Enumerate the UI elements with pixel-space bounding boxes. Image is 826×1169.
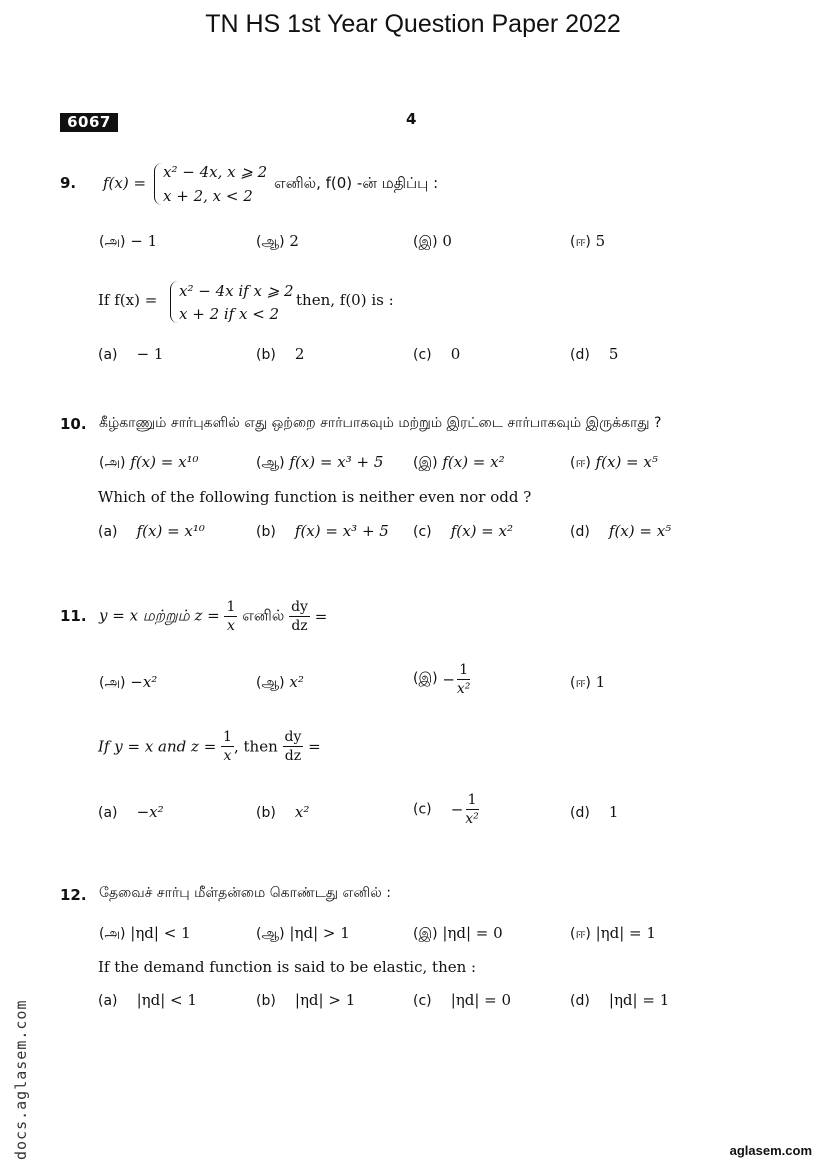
option-value: f(x) = x² — [442, 453, 505, 471]
page-title: TN HS 1st Year Question Paper 2022 — [205, 10, 621, 38]
fraction-denominator: x² — [456, 681, 471, 697]
option-label: (ஆ) — [256, 455, 285, 471]
q9-tamil-lhs: f(x) = — [103, 174, 147, 192]
option-value: f(x) = x¹⁰ — [130, 453, 199, 471]
q12-tamil-option-1 — [99, 924, 191, 944]
q9-english-lhs: If f(x) = — [98, 291, 158, 309]
q11-english-option-b — [256, 803, 309, 821]
q11-english-fraction — [221, 728, 234, 765]
q9-tamil-option-1 — [99, 232, 157, 252]
option-label: (a) — [98, 524, 118, 540]
q12-english-option-d — [570, 991, 669, 1009]
option-value: 5 — [595, 232, 606, 250]
q9-english-case-2: x + 2 if x < 2 — [179, 305, 280, 323]
q9-english-brace — [170, 281, 178, 323]
option-label: (அ) — [99, 455, 126, 471]
q11-tamil-derivative — [289, 598, 310, 635]
question-number-11: 11. — [60, 607, 87, 625]
q12-english-option-c — [413, 991, 511, 1009]
q10-tamil-option-1 — [99, 453, 199, 473]
q12-english-option-b — [256, 991, 355, 1009]
q9-english-rhs: then, f(0) is : — [296, 291, 394, 309]
q9-english-option-a — [98, 345, 163, 363]
option-fraction — [455, 661, 473, 698]
option-label: (b) — [256, 993, 276, 1009]
q9-tamil-case-1: x² − 4x, x ⩾ 2 — [163, 163, 268, 181]
option-label: (d) — [570, 524, 590, 540]
option-label: (ஈ) — [570, 455, 591, 471]
option-value: 5 — [608, 345, 619, 363]
page-number: 4 — [406, 110, 417, 128]
option-value: 2 — [294, 345, 305, 363]
q12-tamil-option-4 — [570, 924, 656, 944]
option-fraction — [463, 791, 481, 828]
option-value: |ηd| = 0 — [442, 924, 503, 942]
q11-tamil-fraction — [224, 598, 237, 635]
q11-english-option-a — [98, 803, 164, 821]
q10-english-option-c — [413, 522, 513, 540]
option-label: (ஈ) — [570, 926, 591, 942]
option-label: (அ) — [99, 234, 126, 250]
option-label: (இ) — [413, 234, 438, 250]
derivative-denominator: dz — [291, 618, 308, 634]
option-label: (c) — [413, 524, 432, 540]
q10-tamil-text: கீழ்காணும் சார்புகளில் எது ஒற்றை சார்பாகவும் மற்றும் இரட்டை சார்பாகவும் இருக்காது ? — [99, 415, 662, 431]
option-label: (இ) — [413, 670, 438, 687]
q11-tamil-part-b: எனில் — [242, 606, 285, 625]
derivative-numerator: dy — [291, 599, 308, 615]
option-label: (ஆ) — [256, 234, 285, 250]
q12-english-text: If the demand function is said to be elastic, then : — [98, 958, 477, 976]
option-label: (ஆ) — [256, 926, 285, 942]
option-label: (ஈ) — [570, 234, 591, 250]
q12-english-option-a — [98, 991, 197, 1009]
fraction-denominator: x² — [465, 811, 479, 827]
fraction-numerator: 1 — [459, 662, 469, 678]
option-value: 0 — [450, 345, 461, 363]
q10-english-text: Which of the following function is neither even nor odd ? — [98, 488, 532, 506]
q11-tamil-part-a: y = x மற்றும் z = — [99, 606, 220, 625]
option-value: 0 — [442, 232, 452, 250]
option-value: x² — [294, 803, 310, 821]
option-value: − 1 — [130, 232, 158, 250]
q9-tamil-brace — [154, 163, 162, 205]
option-value: x² — [289, 673, 304, 691]
paper-code-badge: 6067 — [60, 113, 118, 132]
q9-english-case-1: x² − 4x if x ⩾ 2 — [179, 282, 294, 300]
question-number-12: 12. — [60, 886, 87, 904]
q10-english-option-b — [256, 522, 389, 540]
option-value: f(x) = x¹⁰ — [136, 522, 205, 540]
q11-tamil-option-4 — [570, 673, 605, 693]
option-value: 2 — [289, 232, 299, 250]
option-label: (b) — [256, 347, 276, 363]
q11-english-derivative — [283, 728, 304, 765]
option-value: 1 — [595, 673, 606, 691]
option-value: |ηd| = 0 — [450, 991, 512, 1009]
derivative-denominator: dz — [284, 748, 302, 764]
option-value: − 1 — [136, 345, 164, 363]
question-number-10: 10. — [60, 415, 87, 433]
q9-tamil-option-4 — [570, 232, 605, 252]
side-watermark: docs.aglasem.com — [12, 999, 30, 1160]
fraction-numerator: 1 — [226, 599, 236, 615]
fraction-denominator: x — [223, 748, 232, 764]
q11-tamil-option-3 — [413, 661, 472, 698]
option-label: (இ) — [413, 455, 438, 471]
option-value: |ηd| = 1 — [595, 924, 656, 942]
option-value: |ηd| > 1 — [289, 924, 350, 942]
equals-sign: = — [314, 607, 328, 626]
q11-english-part-b: , then — [233, 737, 278, 756]
option-label: (d) — [570, 993, 590, 1009]
q11-tamil-stem — [99, 598, 327, 635]
option-label: (c) — [413, 801, 432, 818]
option-label: (d) — [570, 347, 590, 363]
option-label: (அ) — [99, 926, 126, 942]
q10-tamil-option-2 — [256, 453, 383, 473]
q11-english-part-a: If y = x and z = — [98, 737, 217, 756]
q10-tamil-option-4 — [570, 453, 658, 473]
q11-english-option-c — [413, 791, 481, 828]
equals-sign: = — [308, 737, 321, 756]
option-label: (அ) — [99, 675, 126, 691]
q12-tamil-text: தேவைச் சார்பு மீள்தன்மை கொண்டது எனில் : — [99, 885, 391, 901]
derivative-numerator: dy — [284, 729, 302, 745]
footer-site-link[interactable]: aglasem.com — [729, 1143, 812, 1158]
option-label: (ஆ) — [256, 675, 285, 691]
option-value: − — [450, 800, 464, 819]
option-value: − — [442, 670, 455, 689]
q9-english-option-d — [570, 345, 618, 363]
question-number-9: 9. — [60, 174, 77, 192]
q12-tamil-option-2 — [256, 924, 350, 944]
q10-tamil-option-3 — [413, 453, 505, 473]
option-value: |ηd| < 1 — [130, 924, 191, 942]
option-value: |ηd| < 1 — [136, 991, 197, 1009]
option-value: f(x) = x⁵ — [608, 522, 672, 540]
fraction-numerator: 1 — [223, 729, 232, 745]
option-label: (b) — [256, 805, 276, 821]
option-label: (a) — [98, 805, 118, 821]
fraction-numerator: 1 — [467, 792, 477, 808]
option-label: (c) — [413, 347, 432, 363]
q9-tamil-rhs: எனில், f(0) -ன் மதிப்பு : — [274, 174, 439, 192]
option-label: (c) — [413, 993, 432, 1009]
option-value: f(x) = x² — [450, 522, 513, 540]
option-value: f(x) = x³ + 5 — [294, 522, 389, 540]
option-value: |ηd| > 1 — [294, 991, 356, 1009]
option-value: −x² — [130, 673, 158, 691]
q11-tamil-option-2 — [256, 673, 304, 693]
option-value: |ηd| = 1 — [608, 991, 670, 1009]
q11-tamil-option-1 — [99, 673, 157, 693]
q10-english-option-d — [570, 522, 671, 540]
option-value: 1 — [608, 803, 619, 821]
fraction-denominator: x — [226, 618, 235, 634]
q12-tamil-option-3 — [413, 924, 503, 944]
q9-english-option-c — [413, 345, 460, 363]
q11-english-option-d — [570, 803, 618, 821]
option-label: (b) — [256, 524, 276, 540]
option-value: f(x) = x³ + 5 — [289, 453, 384, 471]
option-label: (இ) — [413, 926, 438, 942]
q9-tamil-case-2: x + 2, x < 2 — [163, 187, 253, 205]
q9-english-option-b — [256, 345, 304, 363]
q11-english-stem — [98, 728, 321, 765]
option-label: (a) — [98, 347, 118, 363]
q9-tamil-option-3 — [413, 232, 452, 252]
option-value: f(x) = x⁵ — [595, 453, 658, 471]
option-label: (ஈ) — [570, 675, 591, 691]
q10-english-option-a — [98, 522, 205, 540]
option-value: −x² — [136, 803, 164, 821]
option-label: (d) — [570, 805, 590, 821]
q9-tamil-option-2 — [256, 232, 299, 252]
option-label: (a) — [98, 993, 118, 1009]
